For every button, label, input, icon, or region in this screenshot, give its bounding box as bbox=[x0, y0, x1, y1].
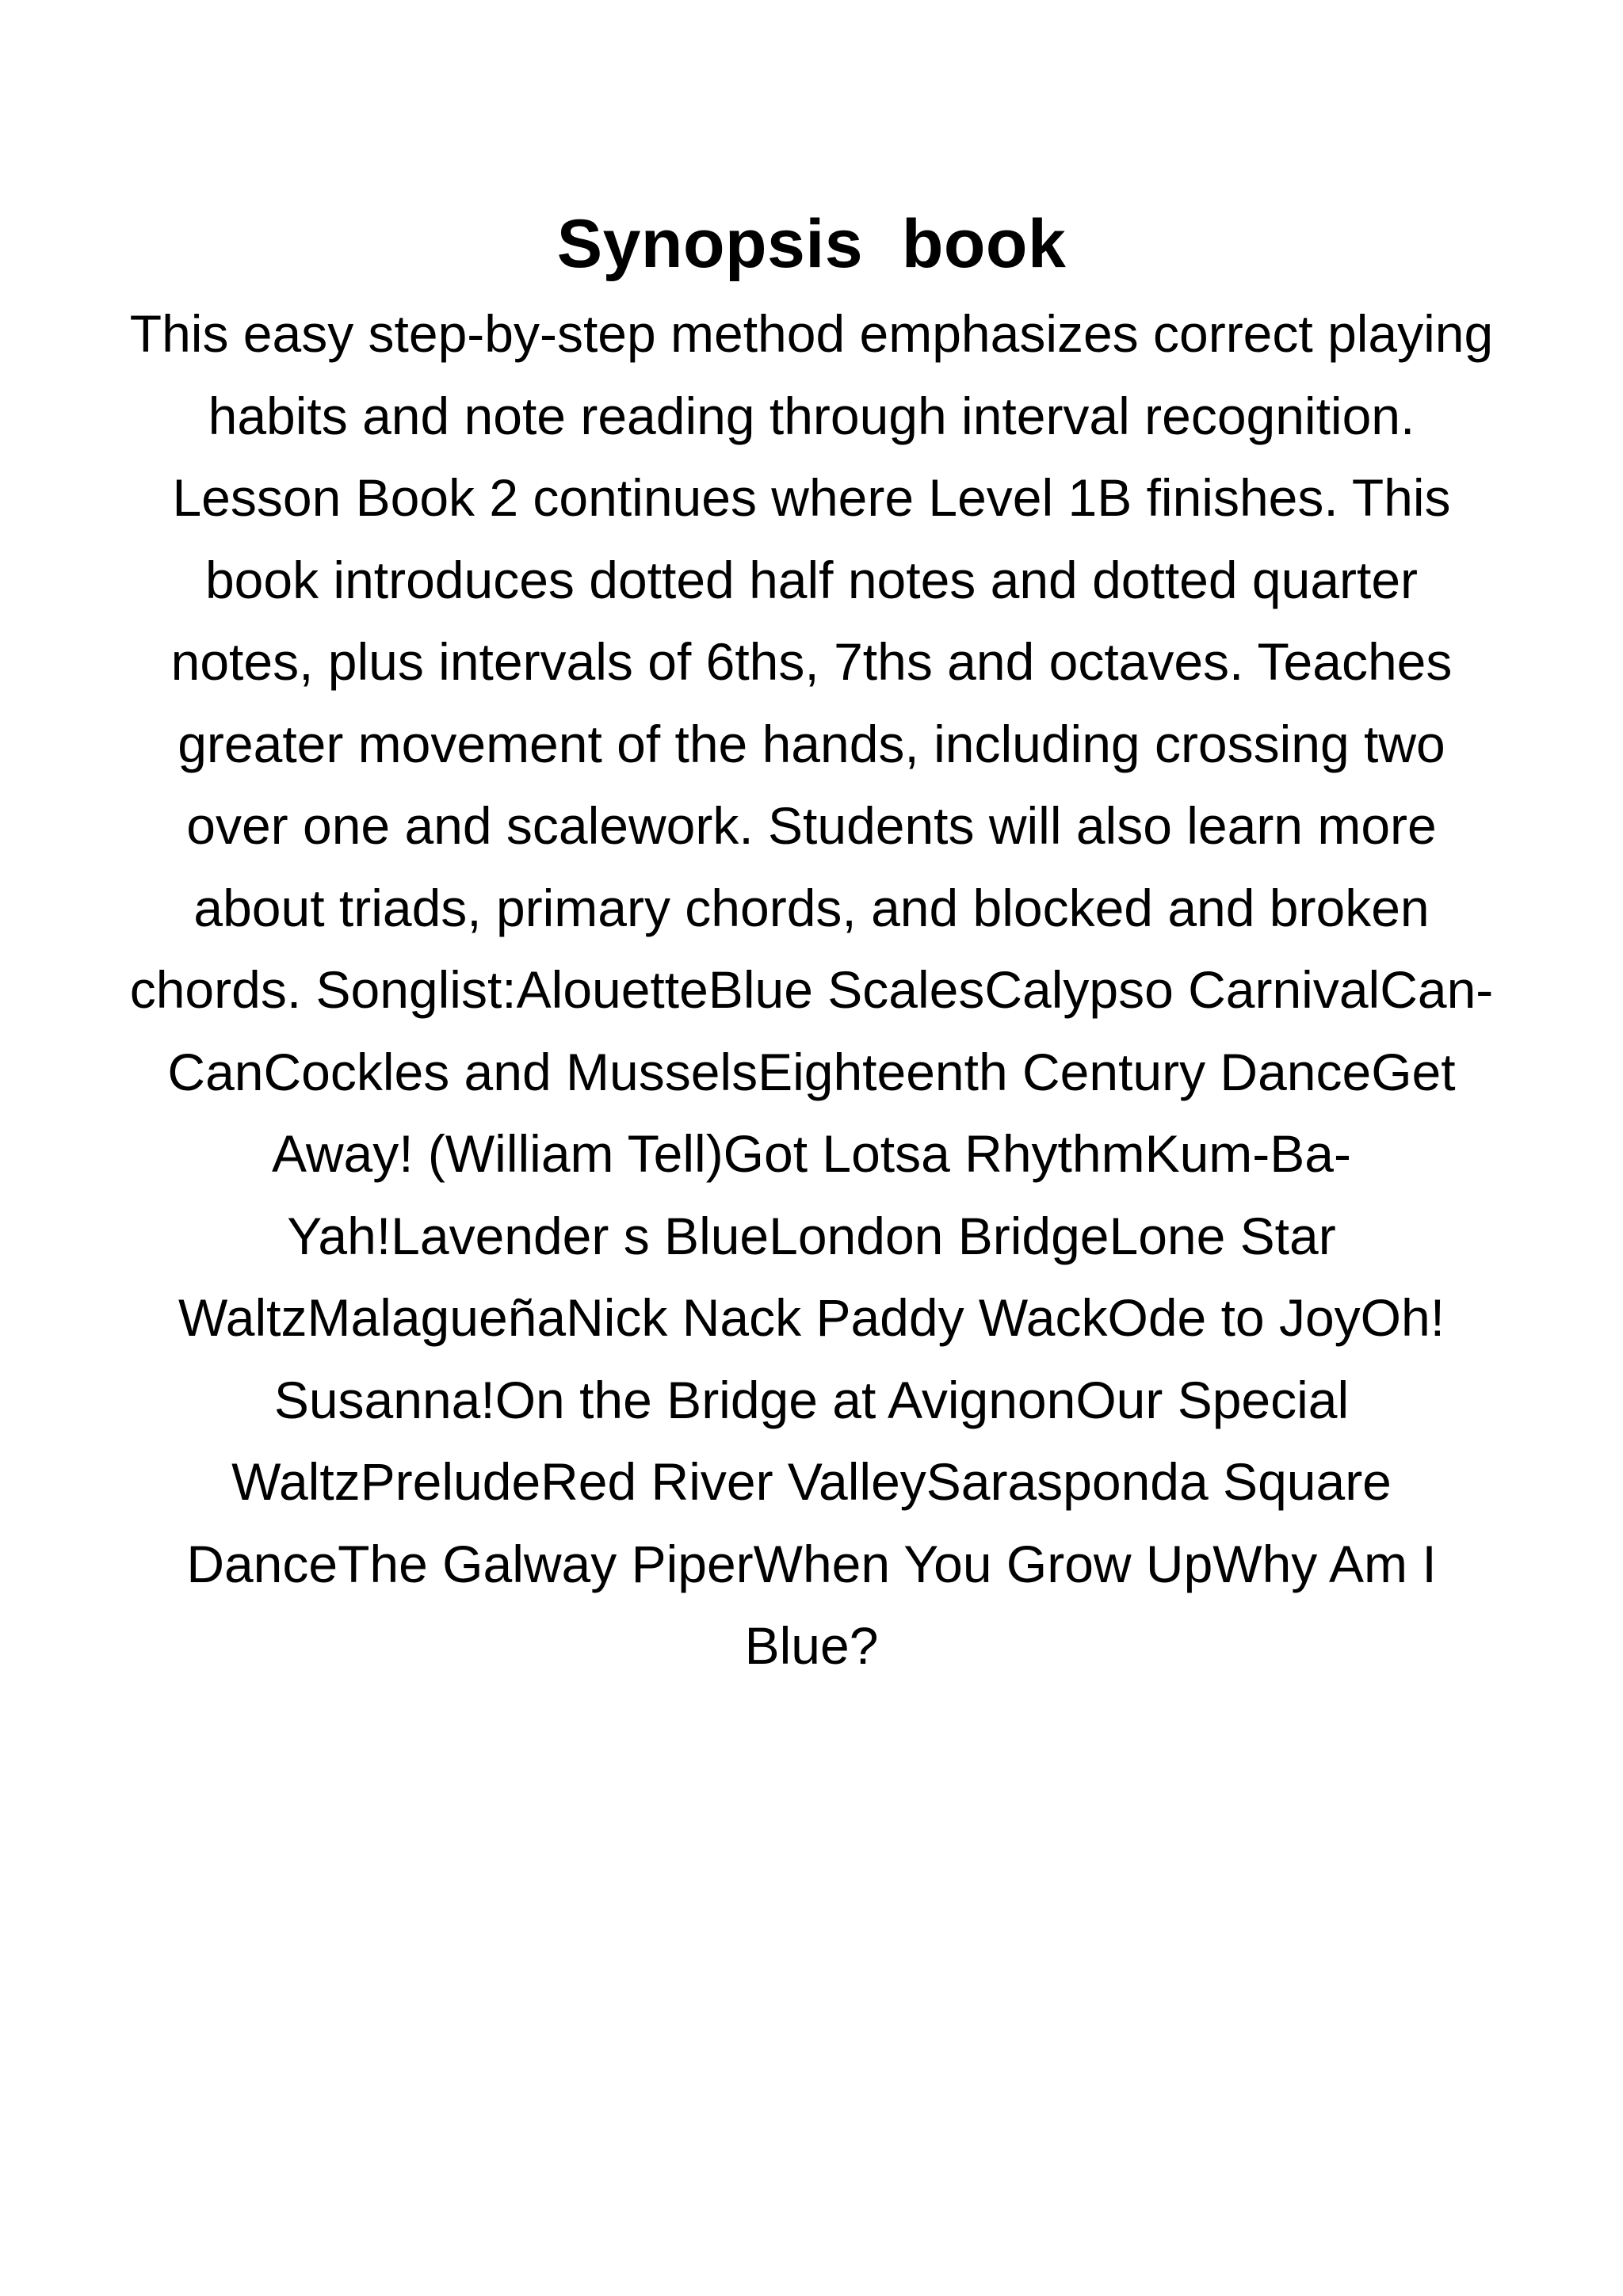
synopsis-line: notes, plus intervals of 6ths, 7ths and octaves. Teaches bbox=[170, 632, 1453, 691]
synopsis-line: CanCockles and MusselsEighteenth Century DanceGet bbox=[167, 1042, 1456, 1101]
synopsis-line: DanceThe Galway PiperWhen You Grow UpWhy Am I bbox=[186, 1534, 1437, 1593]
page-title: Synopsis book bbox=[556, 206, 1067, 282]
synopsis-text bbox=[95, 293, 1528, 1688]
synopsis-line: Blue? bbox=[744, 1616, 879, 1675]
synopsis-line: about triads, primary chords, and blocked and broken bbox=[193, 878, 1430, 937]
synopsis-line: book introduces dotted half notes and dotted quarter bbox=[204, 550, 1419, 609]
synopsis-line: Away! (William Tell)Got Lotsa RhythmKum-Ba- bbox=[272, 1124, 1351, 1183]
synopsis-line: habits and note reading through interval recognition. bbox=[208, 386, 1415, 445]
synopsis-line: Susanna!On the Bridge at AvignonOur Special bbox=[273, 1370, 1350, 1429]
synopsis-line: Lesson Book 2 continues where Level 1B finishes. This bbox=[172, 468, 1451, 527]
synopsis-line: chords. Songlist:AlouetteBlue ScalesCalypso CarnivalCan- bbox=[129, 960, 1494, 1019]
synopsis-line: WaltzMalagueñaNick Nack Paddy WackOde to JoyOh! bbox=[178, 1288, 1445, 1347]
synopsis-line: greater movement of the hands, including crossing two bbox=[178, 714, 1445, 773]
synopsis-line: Yah!Lavender s BlueLondon BridgeLone Star bbox=[287, 1206, 1336, 1265]
synopsis-line: over one and scalework. Students will also learn more bbox=[186, 796, 1437, 855]
synopsis-line: This easy step-by-step method emphasizes correct playing bbox=[129, 304, 1494, 363]
synopsis-line: WaltzPreludeRed River ValleySarasponda Square bbox=[231, 1452, 1392, 1511]
